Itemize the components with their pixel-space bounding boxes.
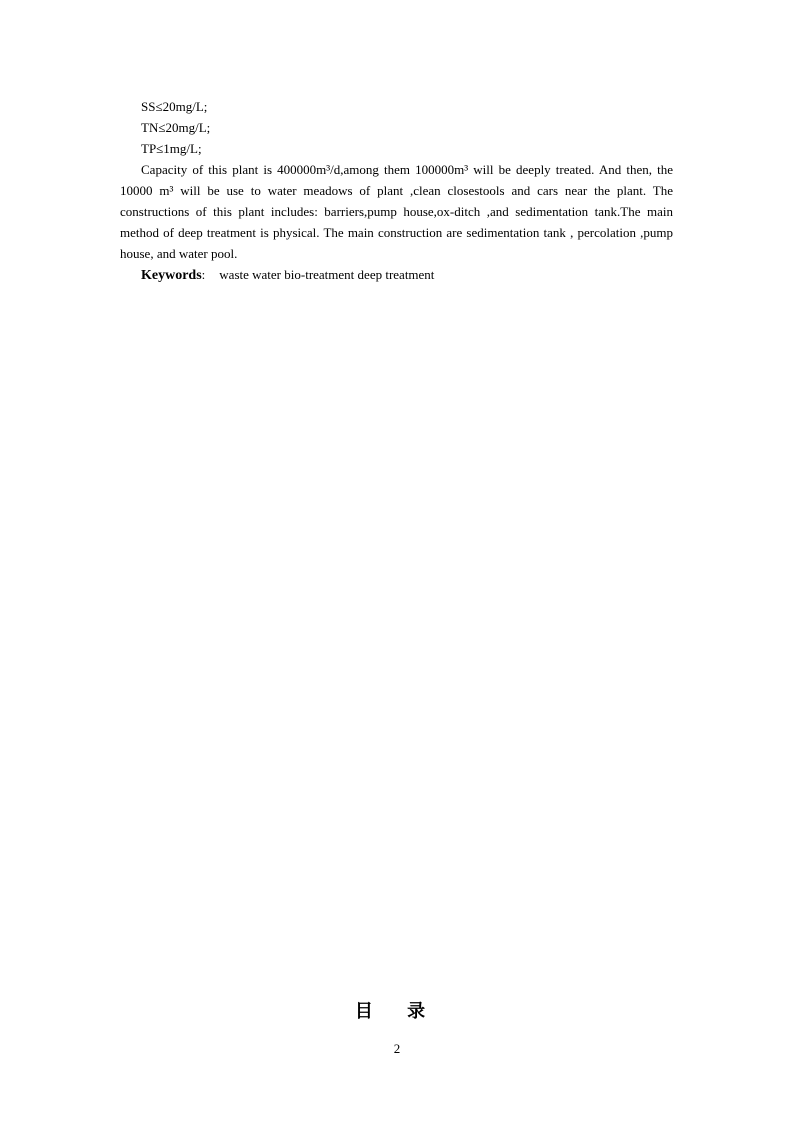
page-number: 2: [393, 1041, 401, 1056]
abstract-paragraph: Capacity of this plant is 400000m³/d,among them 100000m³ will be deeply treated. And then, the 10000 m³ will be use to water meadows of plant ,clean closestools and cars near the plant. The constructions of this plant includes: barriers,pump house,ox-ditch ,and sedimentation tank.The main method of deep treatment is physical. The main construction are sedimentation tank , percolation ,pump house, and water pool.: [120, 162, 673, 261]
keywords-line: [120, 264, 673, 286]
keywords-colon: :: [201, 267, 206, 282]
keywords-label: Keywords: [141, 268, 202, 283]
standard-tn: TN≤20mg/L;: [141, 120, 211, 135]
keywords-text: waste water bio-treatment deep treatment: [219, 267, 435, 282]
abstract-section: [120, 96, 673, 286]
standard-tp: TP≤1mg/L;: [141, 141, 202, 156]
toc-title: 目 录: [354, 1001, 440, 1022]
standard-ss: SS≤20mg/L;: [141, 99, 208, 114]
